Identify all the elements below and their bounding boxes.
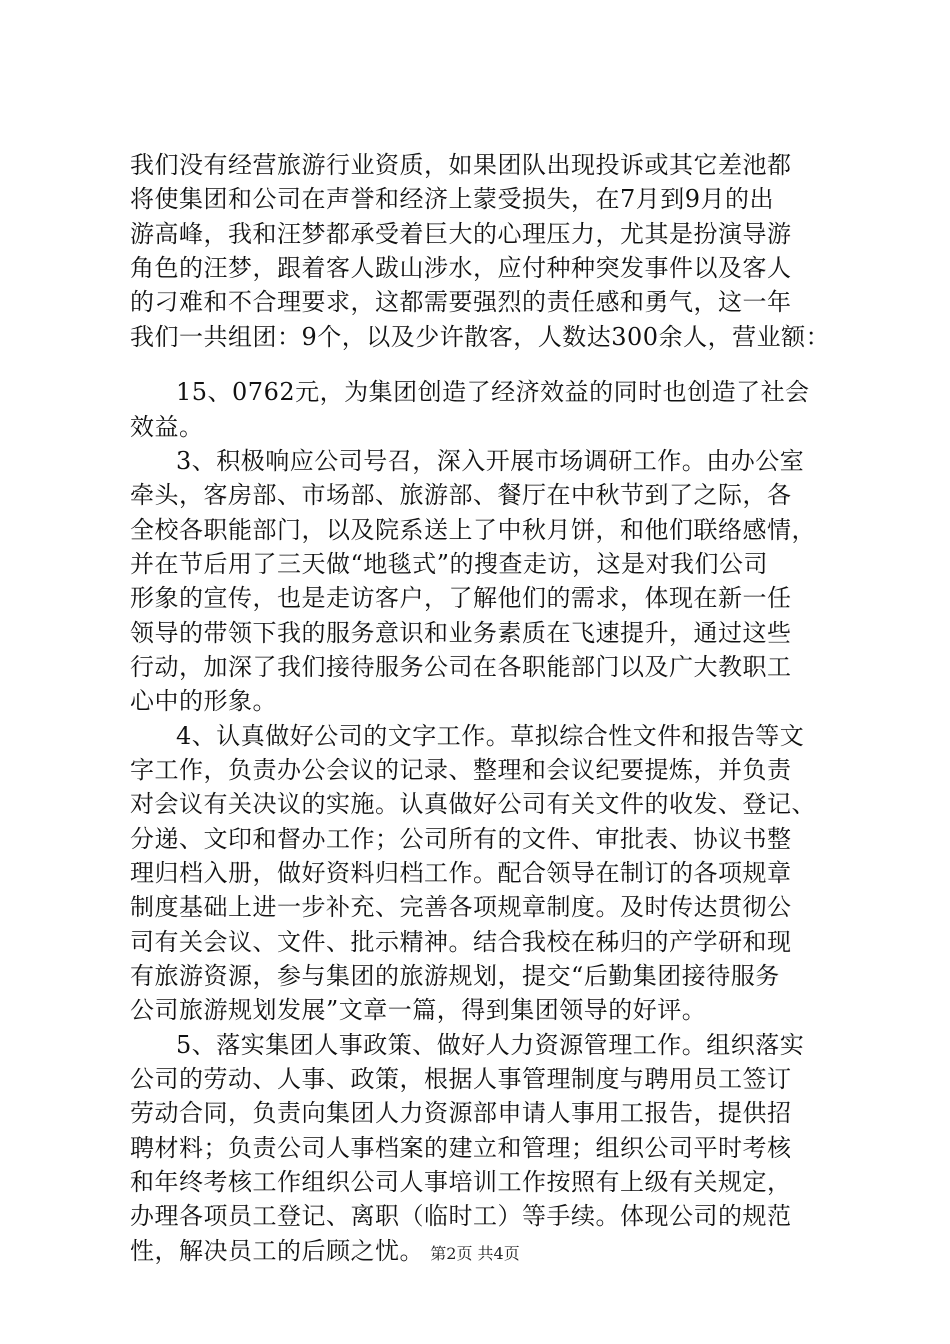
paragraph-line: 司有关会议、文件、批示精神。结合我校在秭归的产学研和现 (130, 928, 792, 956)
paragraph-line: 心中的形象。 (130, 687, 277, 715)
paragraph-line: 对会议有关决议的实施。认真做好公司有关文件的收发、登记、 (130, 790, 816, 818)
paragraph-line: 形象的宣传，也是走访客户，了解他们的需求，体现在新一任 (130, 584, 792, 612)
paragraph-line: 4、认真做好公司的文字工作。草拟综合性文件和报告等文 (176, 722, 805, 750)
paragraph-line: 公司的劳动、人事、政策，根据人事管理制度与聘用员工签订 (130, 1065, 792, 1093)
paragraph-line: 15、0762元，为集团创造了经济效益的同时也创造了社会 (176, 378, 810, 406)
paragraph-line: 牵头，客房部、市场部、旅游部、餐厅在中秋节到了之际，各 (130, 481, 792, 509)
paragraph-line: 领导的带领下我的服务意识和业务素质在飞速提升，通过这些 (130, 619, 792, 647)
paragraph-line: 聘材料；负责公司人事档案的建立和管理；组织公司平时考核 (130, 1134, 792, 1162)
paragraph-line: 我们一共组团：9个，以及少许散客，人数达300余人，营业额： (130, 323, 830, 351)
paragraph-line: 有旅游资源，参与集团的旅游规划，提交“后勤集团接待服务 (130, 962, 780, 990)
paragraph-line: 我们没有经营旅游行业资质，如果团队出现投诉或其它差池都 (130, 151, 792, 179)
paragraph-line: 并在节后用了三天做“地毯式”的搜查走访，这是对我们公司 (130, 550, 769, 578)
paragraph-line: 理归档入册，做好资料归档工作。配合领导在制订的各项规章 (130, 859, 792, 887)
paragraph-line: 字工作，负责办公会议的记录、整理和会议纪要提炼，并负责 (130, 756, 792, 784)
paragraph-line: 公司旅游规划发展”文章一篇，得到集团领导的好评。 (130, 996, 707, 1024)
paragraph-line: 角色的汪梦，跟着客人跋山涉水，应付种种突发事件以及客人 (130, 254, 792, 282)
paragraph-line: 性，解决员工的后顾之忧。 (130, 1237, 424, 1265)
paragraph-line: 劳动合同，负责向集团人力资源部申请人事用工报告，提供招 (130, 1099, 792, 1127)
paragraph-line: 和年终考核工作组织公司人事培训工作按照有上级有关规定， (130, 1168, 792, 1196)
paragraph-line: 行动，加深了我们接待服务公司在各职能部门以及广大教职工 (130, 653, 792, 681)
paragraph-line: 5、落实集团人事政策、做好人力资源管理工作。组织落实 (176, 1031, 805, 1059)
paragraph-line: 分递、文印和督办工作；公司所有的文件、审批表、协议书整 (130, 825, 792, 853)
paragraph-line: 的刁难和不合理要求，这都需要强烈的责任感和勇气，这一年 (130, 288, 792, 316)
paragraph-line: 游高峰，我和汪梦都承受着巨大的心理压力，尤其是扮演导游 (130, 220, 792, 248)
paragraph-line: 3、积极响应公司号召，深入开展市场调研工作。由办公室 (176, 447, 805, 475)
paragraph-line: 制度基础上进一步补充、完善各项规章制度。及时传达贯彻公 (130, 893, 792, 921)
paragraph-line: 全校各职能部门，以及院系送上了中秋月饼，和他们联络感情， (130, 516, 816, 544)
page-footer: 第2页 共4页 (430, 1244, 520, 1263)
paragraph-line: 将使集团和公司在声誉和经济上蒙受损失，在7月到9月的出 (130, 185, 775, 213)
paragraph-line: 办理各项员工登记、离职（临时工）等手续。体现公司的规范 (130, 1202, 792, 1230)
paragraph-line: 效益。 (130, 413, 204, 441)
